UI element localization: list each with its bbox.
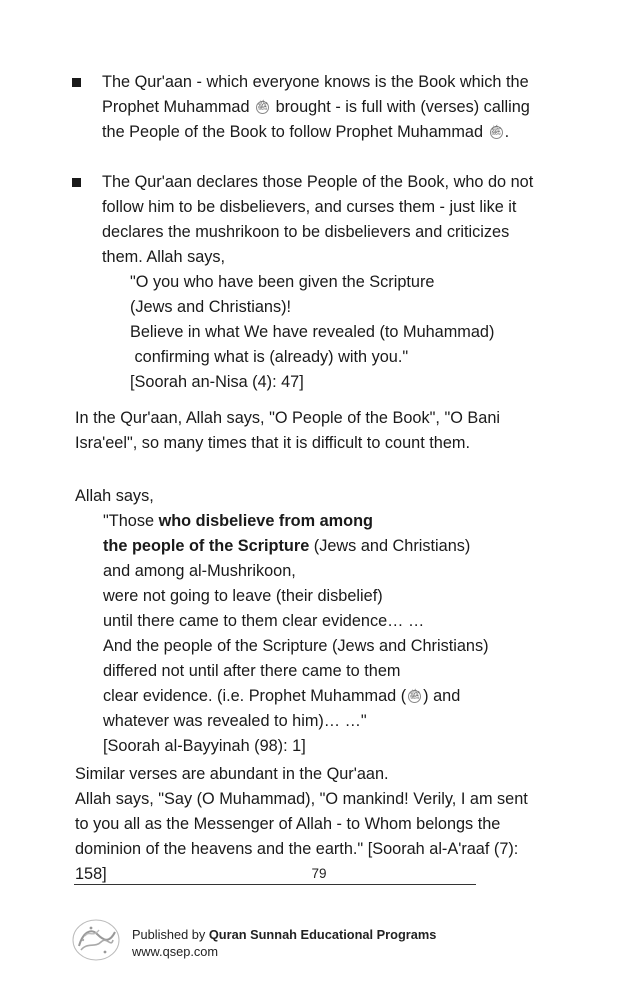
page-number: 79 (311, 866, 327, 881)
quote-line: were not going to leave (their disbelief) (103, 587, 383, 605)
text-line: Similar verses are abundant in the Qur'aan. (75, 765, 389, 783)
text-line: 158] (75, 865, 107, 883)
salla-symbol: ﷺ (490, 126, 503, 139)
text-line: the People of the Book to follow Prophet Muhammad ﷺ . (102, 123, 510, 141)
quote-line (75, 534, 565, 559)
paragraph-2 (75, 484, 565, 759)
paragraph-1 (75, 406, 565, 456)
salla-symbol: ﷺ (408, 690, 421, 703)
text-line: declares the mushrikoon to be disbelievers and criticizes (102, 223, 510, 241)
bullet-text (102, 170, 552, 270)
quote-line (75, 684, 565, 709)
quote-line (75, 509, 565, 534)
publisher-name: Quran Sunnah Educational Programs (208, 927, 437, 942)
verse-quote (102, 270, 552, 395)
bullet-text (102, 70, 552, 145)
text-line: Isra'eel", so many times that it is difficult to count them. (75, 434, 470, 452)
quote-text: clear evidence. (i.e. Prophet Muhammad ( (103, 687, 407, 705)
website-link[interactable]: www.qsep.com (132, 944, 219, 959)
published-by-label: Published by (132, 927, 209, 942)
text-line: them. Allah says, (102, 248, 226, 266)
quote-bold-text: who disbelieve from among (158, 512, 373, 530)
verse-citation: [Soorah an-Nisa (4): 47] (130, 373, 304, 391)
text-line: In the Qur'aan, Allah says, "O People of the Book", "O Bani (75, 409, 501, 427)
quote-line: whatever was revealed to him)… …" (103, 712, 367, 730)
quote-line: And the people of the Scripture (Jews and Christians) (103, 637, 489, 655)
square-bullet-icon (72, 78, 81, 87)
publisher-line (132, 926, 436, 943)
quote-text: ) and (423, 687, 461, 705)
text-line: Prophet Muhammad ﷺ brought - is full with (verses) calling (102, 98, 530, 116)
quote-text: "Those (103, 512, 159, 530)
square-bullet-icon (72, 178, 81, 187)
footer (132, 926, 436, 960)
text-line: Allah says, (75, 487, 154, 505)
text-line: The Qur'aan declares those People of the Book, who do not (102, 173, 534, 191)
quote-line: until there came to them clear evidence… … (103, 612, 425, 630)
quote-text: (Jews and Christians) (309, 537, 471, 555)
footer-divider (74, 884, 476, 885)
text-line: Allah says, "Say (O Muhammad), "O mankind! Verily, I am sent (75, 790, 528, 808)
quote-line: confirming what is (already) with you." (130, 348, 409, 366)
text-line: follow him to be disbelievers, and curses them - just like it (102, 198, 517, 216)
bullet-item-2 (72, 170, 552, 395)
salla-symbol: ﷺ (256, 101, 269, 114)
bullet-item-1 (72, 70, 552, 145)
quote-line: Believe in what We have revealed (to Muhammad) (130, 323, 495, 341)
text-line: to you all as the Messenger of Allah - to Whom belongs the (75, 815, 501, 833)
text-line: The Qur'aan - which everyone knows is the Book which the (102, 73, 529, 91)
verse-citation: [Soorah al-Bayyinah (98): 1] (103, 737, 306, 755)
quote-line: and among al-Mushrikoon, (103, 562, 296, 580)
publisher-logo-icon (71, 918, 121, 962)
quote-bold-text: the people of the Scripture (103, 537, 310, 555)
quote-line: differed not until after there came to them (103, 662, 401, 680)
quote-line: "O you who have been given the Scripture (130, 273, 435, 291)
text-line: dominion of the heavens and the earth." [Soorah al-A'raaf (7): (75, 840, 519, 858)
quote-line: (Jews and Christians)! (130, 298, 292, 316)
verse-quote (75, 509, 565, 759)
